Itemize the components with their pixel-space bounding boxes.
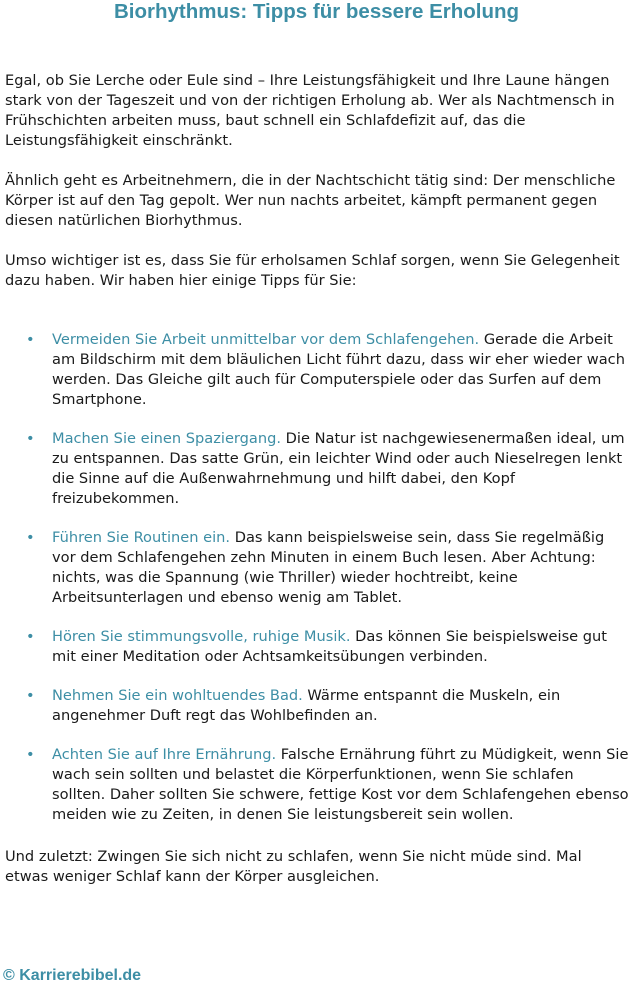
article-body — [5, 71, 629, 887]
bullet-icon: • — [26, 628, 35, 645]
bullet-icon: • — [26, 529, 35, 546]
intro-paragraph-3: Umso wichtiger ist es, dass Sie für erholsamen Schlaf sorgen, wenn Sie Gelegenheit dazu haben. Wir haben hier einige Tipps für Sie: — [5, 252, 620, 289]
tip-text: Wärme entspannt die Muskeln, ein angenehmer Duft regt das Wohlbefinden an. — [52, 687, 561, 724]
tip-title: Machen Sie einen Spaziergang. — [52, 430, 282, 447]
tips-list — [5, 330, 629, 825]
intro-paragraph-1: Egal, ob Sie Lerche oder Eule sind – Ihre Leistungsfähigkeit und Ihre Laune hängen stark von der Tageszeit und von der richtigen Erholung ab. Wer als Nachtmensch in Frühschichten arbeiten muss, baut schnell ein Schlafdefizit auf, das die Leistungsfähigkeit einschränkt. — [5, 72, 615, 149]
closing-paragraph: Und zuletzt: Zwingen Sie sich nicht zu schlafen, wenn Sie nicht müde sind. Mal etwas weniger Schlaf kann der Körper ausgleichen. — [5, 848, 582, 885]
tip-title: Führen Sie Routinen ein. — [52, 529, 231, 546]
tip-title: Vermeiden Sie Arbeit unmittelbar vor dem Schlafengehen. — [52, 331, 480, 348]
tip-item — [5, 330, 629, 410]
tip-text: Das kann beispielsweise sein, dass Sie regelmäßig vor dem Schlafengehen zehn Minuten in einem Buch lesen. Aber Achtung: nichts, was die Spannung (wie Thriller) wieder hochtreibt, keine Arbeitsunterlagen und ebenso wenig am Tablet. — [52, 529, 605, 606]
bullet-icon: • — [26, 331, 35, 348]
tip-item — [5, 745, 629, 825]
tip-text: Die Natur ist nachgewiesenermaßen ideal, um zu entspannen. Das satte Grün, ein leichter Wind oder auch Nieselregen lenkt die Sinne auf die Außenwahrnehmung und hilft dabei, den Kopf freizubekommen. — [52, 430, 625, 507]
bullet-icon: • — [26, 746, 35, 763]
tip-text: Falsche Ernährung führt zu Müdigkeit, wenn Sie wach sein sollten und belastet die Körperfunktionen, wenn Sie schlafen sollten. Daher sollten Sie schwere, fettige Kost vor dem Schlafengehen ebenso meiden wie zu Zeiten, in denen Sie leistungsbereit sein wollen. — [52, 746, 629, 823]
tip-title: Hören Sie stimmungsvolle, ruhige Musik. — [52, 628, 351, 645]
tip-item — [5, 429, 629, 509]
copyright-notice: © Karrierebibel.de — [3, 967, 142, 984]
tip-item — [5, 686, 629, 726]
tip-text: Das können Sie beispielsweise gut mit einer Meditation oder Achtsamkeitsübungen verbinden. — [52, 628, 608, 665]
tip-title: Achten Sie auf Ihre Ernährung. — [52, 746, 277, 763]
page-title: Biorhythmus: Tipps für bessere Erholung — [113, 0, 520, 23]
tip-item — [5, 627, 629, 667]
bullet-icon: • — [26, 430, 35, 447]
intro-paragraph-2: Ähnlich geht es Arbeitnehmern, die in der Nachtschicht tätig sind: Der menschliche Körper ist auf den Tag gepolt. Wer nun nachts arbeitet, kämpft permanent gegen diesen natürlichen Biorhythmus. — [5, 172, 616, 229]
tip-item — [5, 528, 629, 608]
tip-title: Nehmen Sie ein wohltuendes Bad. — [52, 687, 303, 704]
tip-text: Gerade die Arbeit am Bildschirm mit dem bläulichen Licht führt dazu, dass wir eher wieder wach werden. Das Gleiche gilt auch für Computerspiele oder das Surfen auf dem Smartphone. — [52, 331, 625, 408]
bullet-icon: • — [26, 687, 35, 704]
